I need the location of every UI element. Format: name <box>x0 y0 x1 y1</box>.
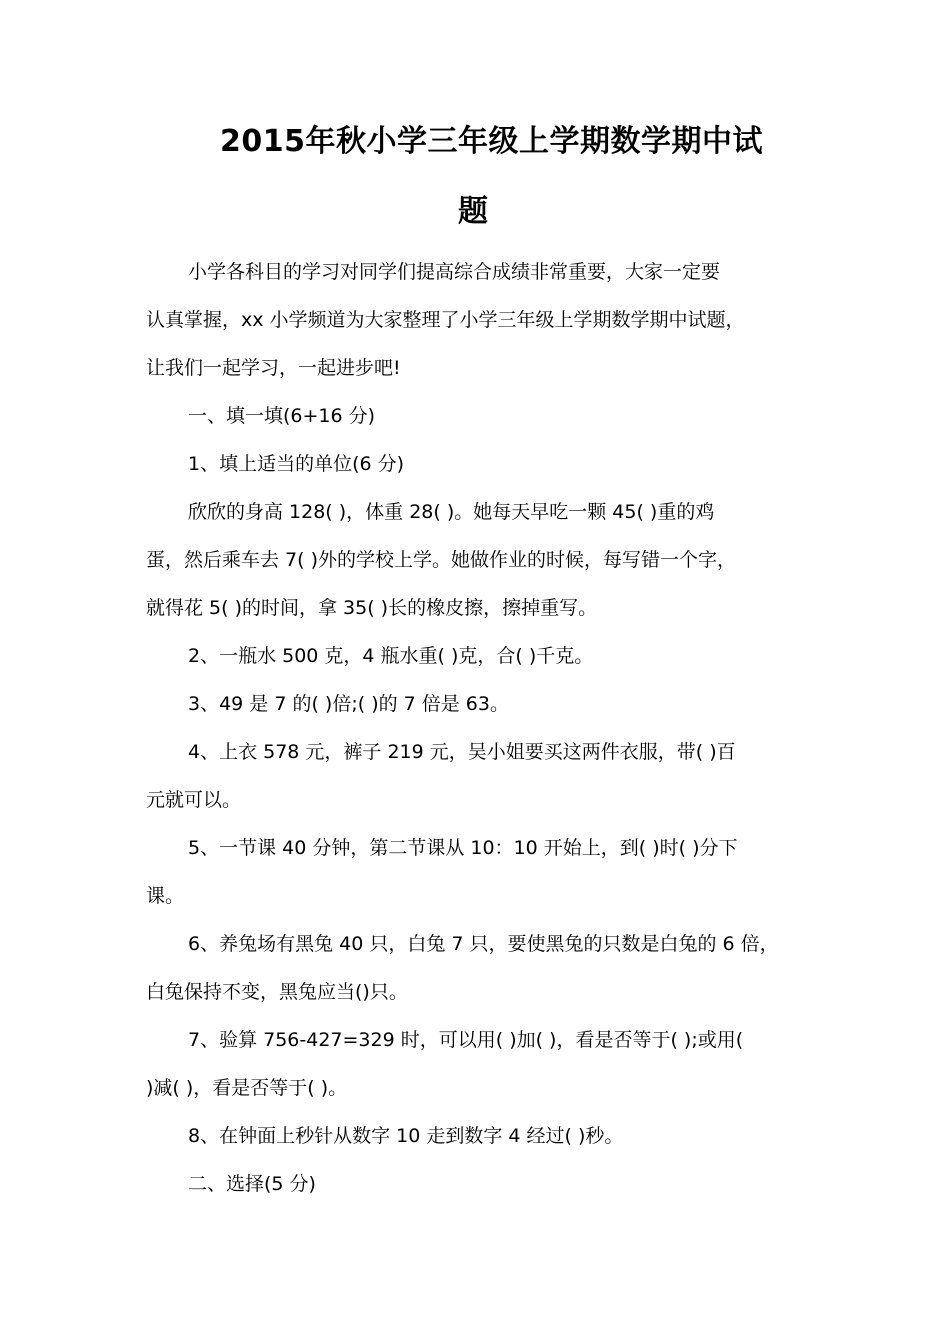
question-1-body <box>146 488 816 632</box>
paragraph-line: 欣欣的身高 128( )，体重 28( )。她每天早吃一颗 45( )重的鸡 <box>188 501 715 523</box>
paragraph-line: 元就可以。 <box>146 789 242 811</box>
paragraph-line: 一、填一填(6+16 分) <box>188 405 376 427</box>
paragraph-line: 2、一瓶水 500 克，4 瓶水重( )克，合( )千克。 <box>188 645 594 667</box>
paragraph-line: )减( )，看是否等于( )。 <box>146 1077 348 1099</box>
question-5 <box>146 824 816 920</box>
paragraph-line: 让我们一起学习，一起进步吧! <box>146 357 401 379</box>
question-4 <box>146 728 816 824</box>
intro-paragraph <box>146 248 816 392</box>
paragraph-line: 3、49 是 7 的( )倍;( )的 7 倍是 63。 <box>188 693 509 715</box>
section-heading-choice <box>146 1160 816 1208</box>
question-7 <box>146 1016 816 1112</box>
paragraph-line: 4、上衣 578 元，裤子 219 元，吴小姐要买这两件衣服，带( )百 <box>188 741 736 763</box>
question-8 <box>146 1112 816 1160</box>
question-2 <box>146 632 816 680</box>
paragraph-line: 6、养兔场有黑兔 40 只，白兔 7 只，要使黑兔的只数是白兔的 6 倍， <box>188 933 779 955</box>
paragraph-line: 二、选择(5 分) <box>188 1173 316 1195</box>
paragraph-line: 小学各科目的学习对同学们提高综合成绩非常重要，大家一定要 <box>188 261 721 283</box>
document-body <box>146 248 816 1208</box>
document-title-line-1: 2015年秋小学三年级上学期数学期中试 <box>220 124 763 159</box>
question-3 <box>146 680 816 728</box>
paragraph-line: 白兔保持不变，黑兔应当()只。 <box>146 981 408 1003</box>
paragraph-line: 课。 <box>146 885 185 907</box>
question-6 <box>146 920 816 1016</box>
paragraph-line: 7、验算 756-427=329 时，可以用( )加( )，看是否等于( );或用( <box>188 1029 744 1051</box>
question-1-heading <box>146 440 816 488</box>
paragraph-line: 就得花 5( )的时间，拿 35( )长的橡皮擦，擦掉重写。 <box>146 597 598 619</box>
document-title-line-2: 题 <box>458 194 489 229</box>
paragraph-line: 8、在钟面上秒针从数字 10 走到数字 4 经过( )秒。 <box>188 1125 624 1147</box>
paragraph-line: 蛋，然后乘车去 7( )外的学校上学。她做作业的时候，每写错一个字， <box>146 549 736 571</box>
section-heading-fill-in <box>146 392 816 440</box>
paragraph-line: 1、填上适当的单位(6 分) <box>188 453 405 475</box>
paragraph-line: 5、一节课 40 分钟，第二节课从 10：10 开始上，到( )时( )分下 <box>188 837 738 859</box>
paragraph-line: 认真掌握，xx 小学频道为大家整理了小学三年级上学期数学期中试题， <box>146 309 745 331</box>
